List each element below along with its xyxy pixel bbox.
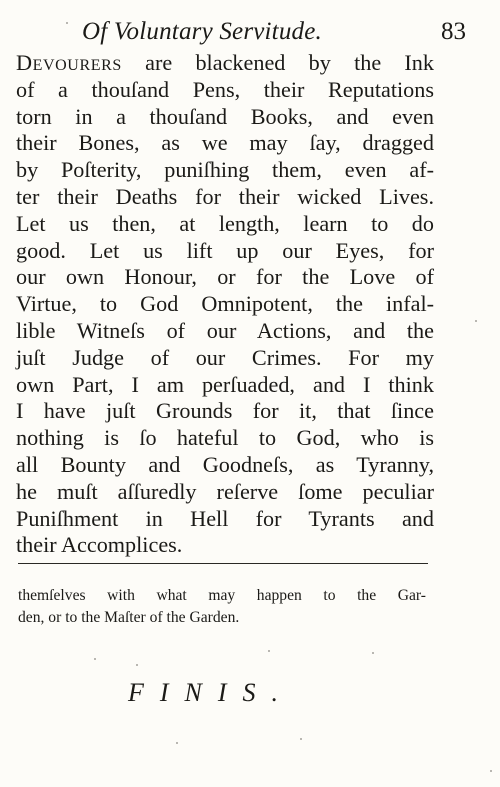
- paper-speck: [300, 738, 302, 740]
- body-line: nothing is ſo hateful to God, who is: [16, 425, 434, 451]
- body-line: Let us then, at length, learn to do: [16, 210, 434, 236]
- paper-speck: [372, 652, 374, 654]
- paper-speck: [136, 664, 138, 666]
- body-line: good. Let us lift up our Eyes, for: [16, 237, 434, 263]
- footnote: [18, 585, 426, 629]
- paper-speck: [490, 770, 492, 772]
- running-head: [20, 18, 466, 52]
- body-text: [16, 50, 434, 559]
- body-line: juſt Judge of our Crimes. For my: [16, 344, 434, 370]
- paper-speck: [94, 658, 96, 660]
- body-line: our own Honour, or for the Love of: [16, 264, 434, 290]
- footnote-rule: [18, 563, 428, 564]
- paper-speck: [176, 742, 178, 744]
- footnote-line: den, or to the Maſter of the Garden.: [18, 609, 240, 626]
- body-line: [16, 50, 434, 77]
- paper-speck: [66, 22, 68, 24]
- body-line: lible Witneſs of our Actions, and the: [16, 317, 434, 343]
- body-line: I have juſt Grounds for it, that ſince: [16, 398, 434, 424]
- body-line: their Accomplices.: [16, 532, 183, 558]
- running-title: Of Voluntary Servitude.: [82, 18, 322, 45]
- finis-colophon: FINIS.: [128, 678, 295, 707]
- body-line: torn in a thouſand Books, and even: [16, 103, 434, 129]
- small-caps-lead: Devourers: [16, 50, 122, 75]
- page-number: 83: [441, 18, 466, 45]
- footnote-line: themſelves with what may happen to the Gar-: [18, 587, 426, 604]
- body-line: by Poſterity, puniſhing them, even af-: [16, 157, 434, 183]
- body-line: their Bones, as we may ſay, dragged: [16, 130, 434, 156]
- body-line: of a thouſand Pens, their Reputations: [16, 76, 434, 102]
- body-line: he muſt aſſuredly reſerve ſome peculiar: [16, 478, 434, 504]
- body-line: Puniſhment in Hell for Tyrants and: [16, 505, 434, 531]
- paper-speck: [475, 320, 477, 322]
- paper-speck: [268, 650, 270, 652]
- body-line: own Part, I am perſuaded, and I think: [16, 371, 434, 397]
- body-line: all Bounty and Goodneſs, as Tyranny,: [16, 451, 434, 477]
- body-line-text: are blackened by the Ink: [121, 50, 434, 75]
- body-line: ter their Deaths for their wicked Lives.: [16, 183, 434, 209]
- body-line: Virtue, to God Omnipotent, the infal-: [16, 291, 434, 317]
